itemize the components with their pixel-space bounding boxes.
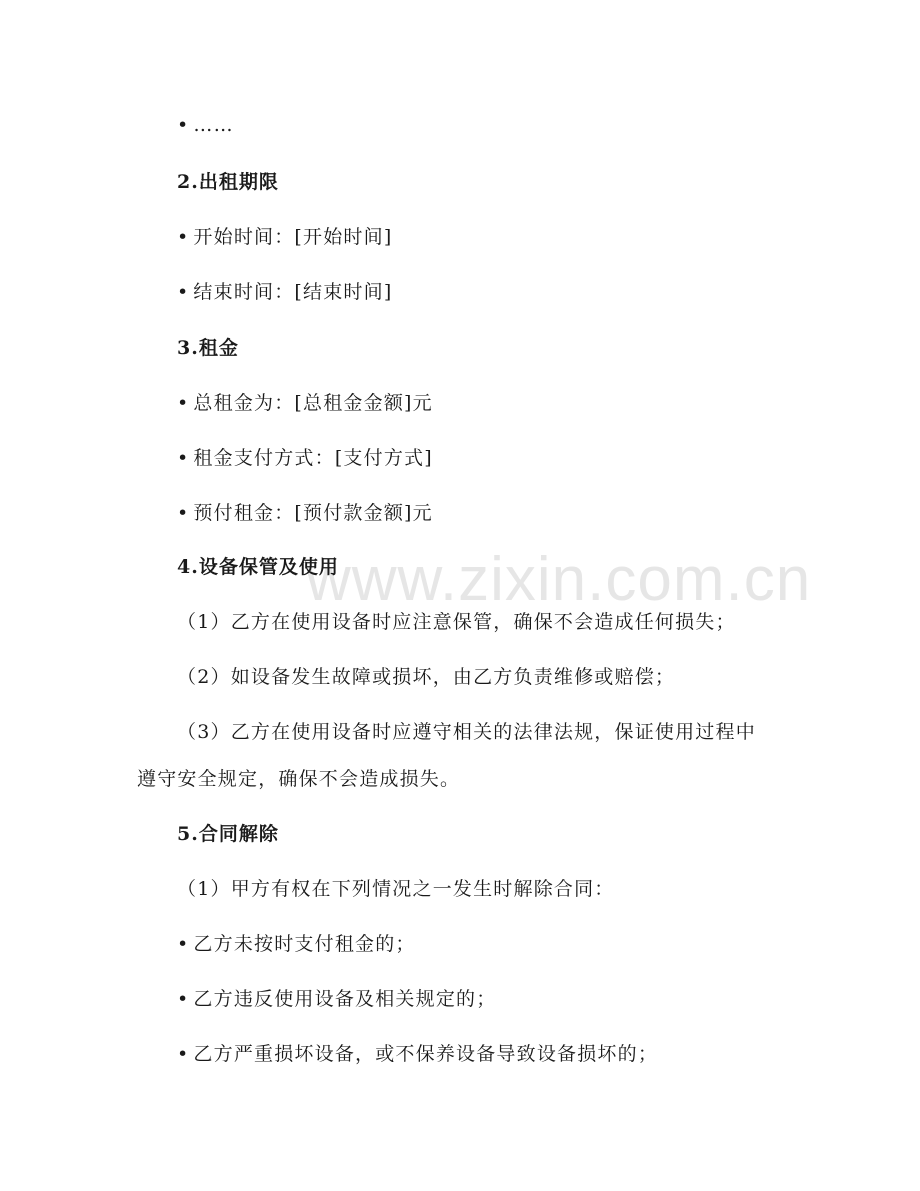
- paragraph-clause-3: （3）乙方在使用设备时应遵守相关的法律法规，保证使用过程中: [177, 721, 756, 743]
- section-heading-equipment-custody: 4.设备保管及使用: [177, 556, 339, 578]
- paragraph-clause-2: （2）如设备发生故障或损坏，由乙方负责维修或赔偿；: [177, 666, 676, 688]
- list-item-total-rent: • 总租金为：[总租金金额]元: [177, 390, 433, 416]
- list-item-unpaid-rent: • 乙方未按时支付租金的；: [177, 931, 416, 957]
- watermark: www.zixin.com.cn: [306, 545, 812, 614]
- paragraph-termination-clause-1: （1）甲方有权在下列情况之一发生时解除合同：: [177, 878, 615, 900]
- list-item-rule-violation: • 乙方违反使用设备及相关规定的；: [177, 986, 496, 1012]
- paragraph-clause-3-continued: 遵守安全规定，确保不会造成损失。: [137, 768, 461, 790]
- list-item-start-time: • 开始时间：[开始时间]: [177, 224, 392, 250]
- list-item-prepaid-rent: • 预付租金：[预付款金额]元: [177, 500, 433, 526]
- paragraph-clause-1: （1）乙方在使用设备时应注意保管，确保不会造成任何损失；: [177, 611, 736, 633]
- section-heading-contract-termination: 5.合同解除: [177, 823, 279, 845]
- section-heading-lease-term: 2.出租期限: [177, 171, 279, 193]
- section-heading-rent: 3.租金: [177, 337, 239, 359]
- list-item-end-time: • 结束时间：[结束时间]: [177, 279, 392, 305]
- list-item-ellipsis: • ……: [177, 112, 234, 138]
- list-item-payment-method: • 租金支付方式：[支付方式]: [177, 445, 433, 471]
- list-item-equipment-damage: • 乙方严重损坏设备，或不保养设备导致设备损坏的；: [177, 1041, 658, 1067]
